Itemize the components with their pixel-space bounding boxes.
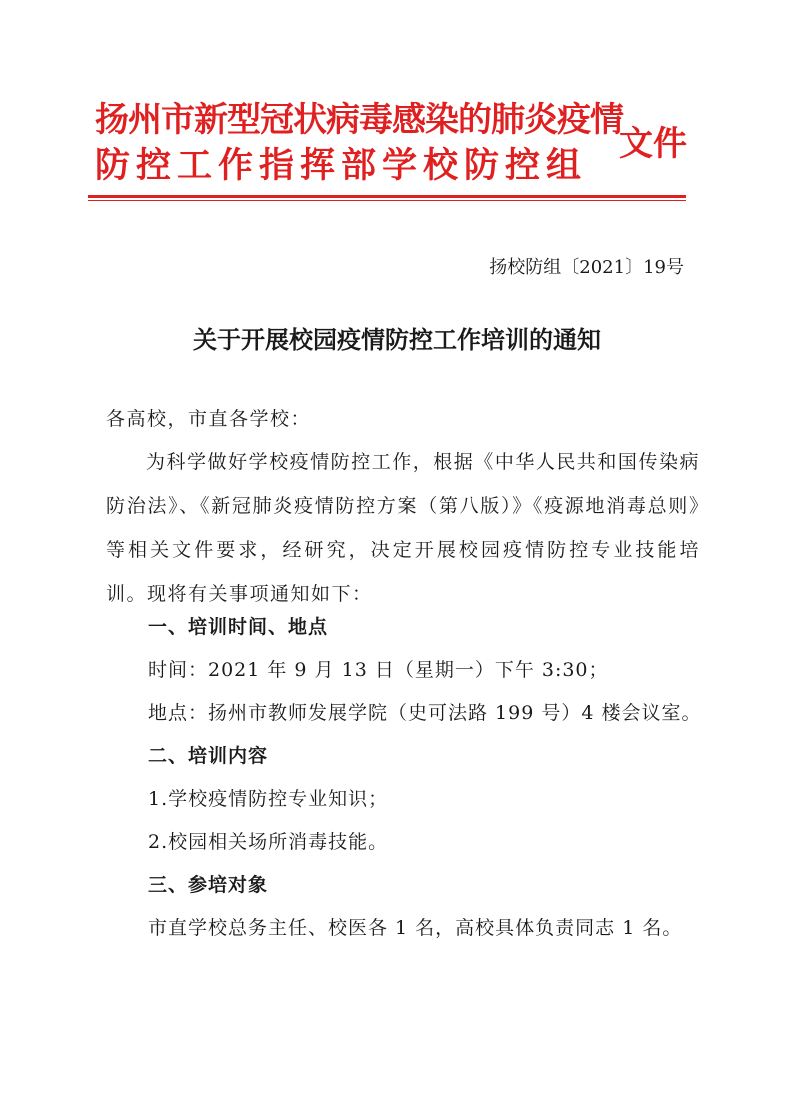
section-heading-content: 二、培训内容 xyxy=(148,745,269,767)
addressee: 各高校，市直各学校： xyxy=(106,408,312,430)
issuing-org-line-2: 防控工作指挥部学校防控组 xyxy=(95,145,588,186)
intro-paragraph: 为科学做好学校疫情防控工作，根据《中华人民共和国传染病防治法》、《新冠肺炎疫情防控方案（第八版）》《疫源地消毒总则》等相关文件要求，经研究，决定开展校园疫情防控专业技能培训。现将有关事项通知如下： xyxy=(106,451,700,605)
section-heading-time-place: 一、培训时间、地点 xyxy=(148,616,329,638)
time-line: 时间：2021 年 9 月 13 日（星期一）下午 3:30； xyxy=(148,659,609,681)
place-line: 地点：扬州市教师发展学院（史可法路 199 号）4 楼会议室。 xyxy=(148,702,702,724)
document-title: 关于开展校园疫情防控工作培训的通知 xyxy=(193,326,601,354)
document-header xyxy=(95,88,695,198)
issuing-org-line-1: 扬州市新型冠状病毒感染的肺炎疫情 xyxy=(95,100,623,140)
section-heading-participants: 三、参培对象 xyxy=(148,874,269,896)
participants-line: 市直学校总务主任、校医各 1 名，高校具体负责同志 1 名。 xyxy=(148,917,683,939)
content-item-2: 2.校园相关场所消毒技能。 xyxy=(148,831,389,853)
document-number: 扬校防组〔2021〕19号 xyxy=(489,257,684,278)
header-divider-thick xyxy=(88,195,686,198)
header-divider-thin xyxy=(88,200,686,201)
content-item-1: 1.学校疫情防控专业知识； xyxy=(148,788,389,810)
document-label: 文件 xyxy=(619,124,687,164)
